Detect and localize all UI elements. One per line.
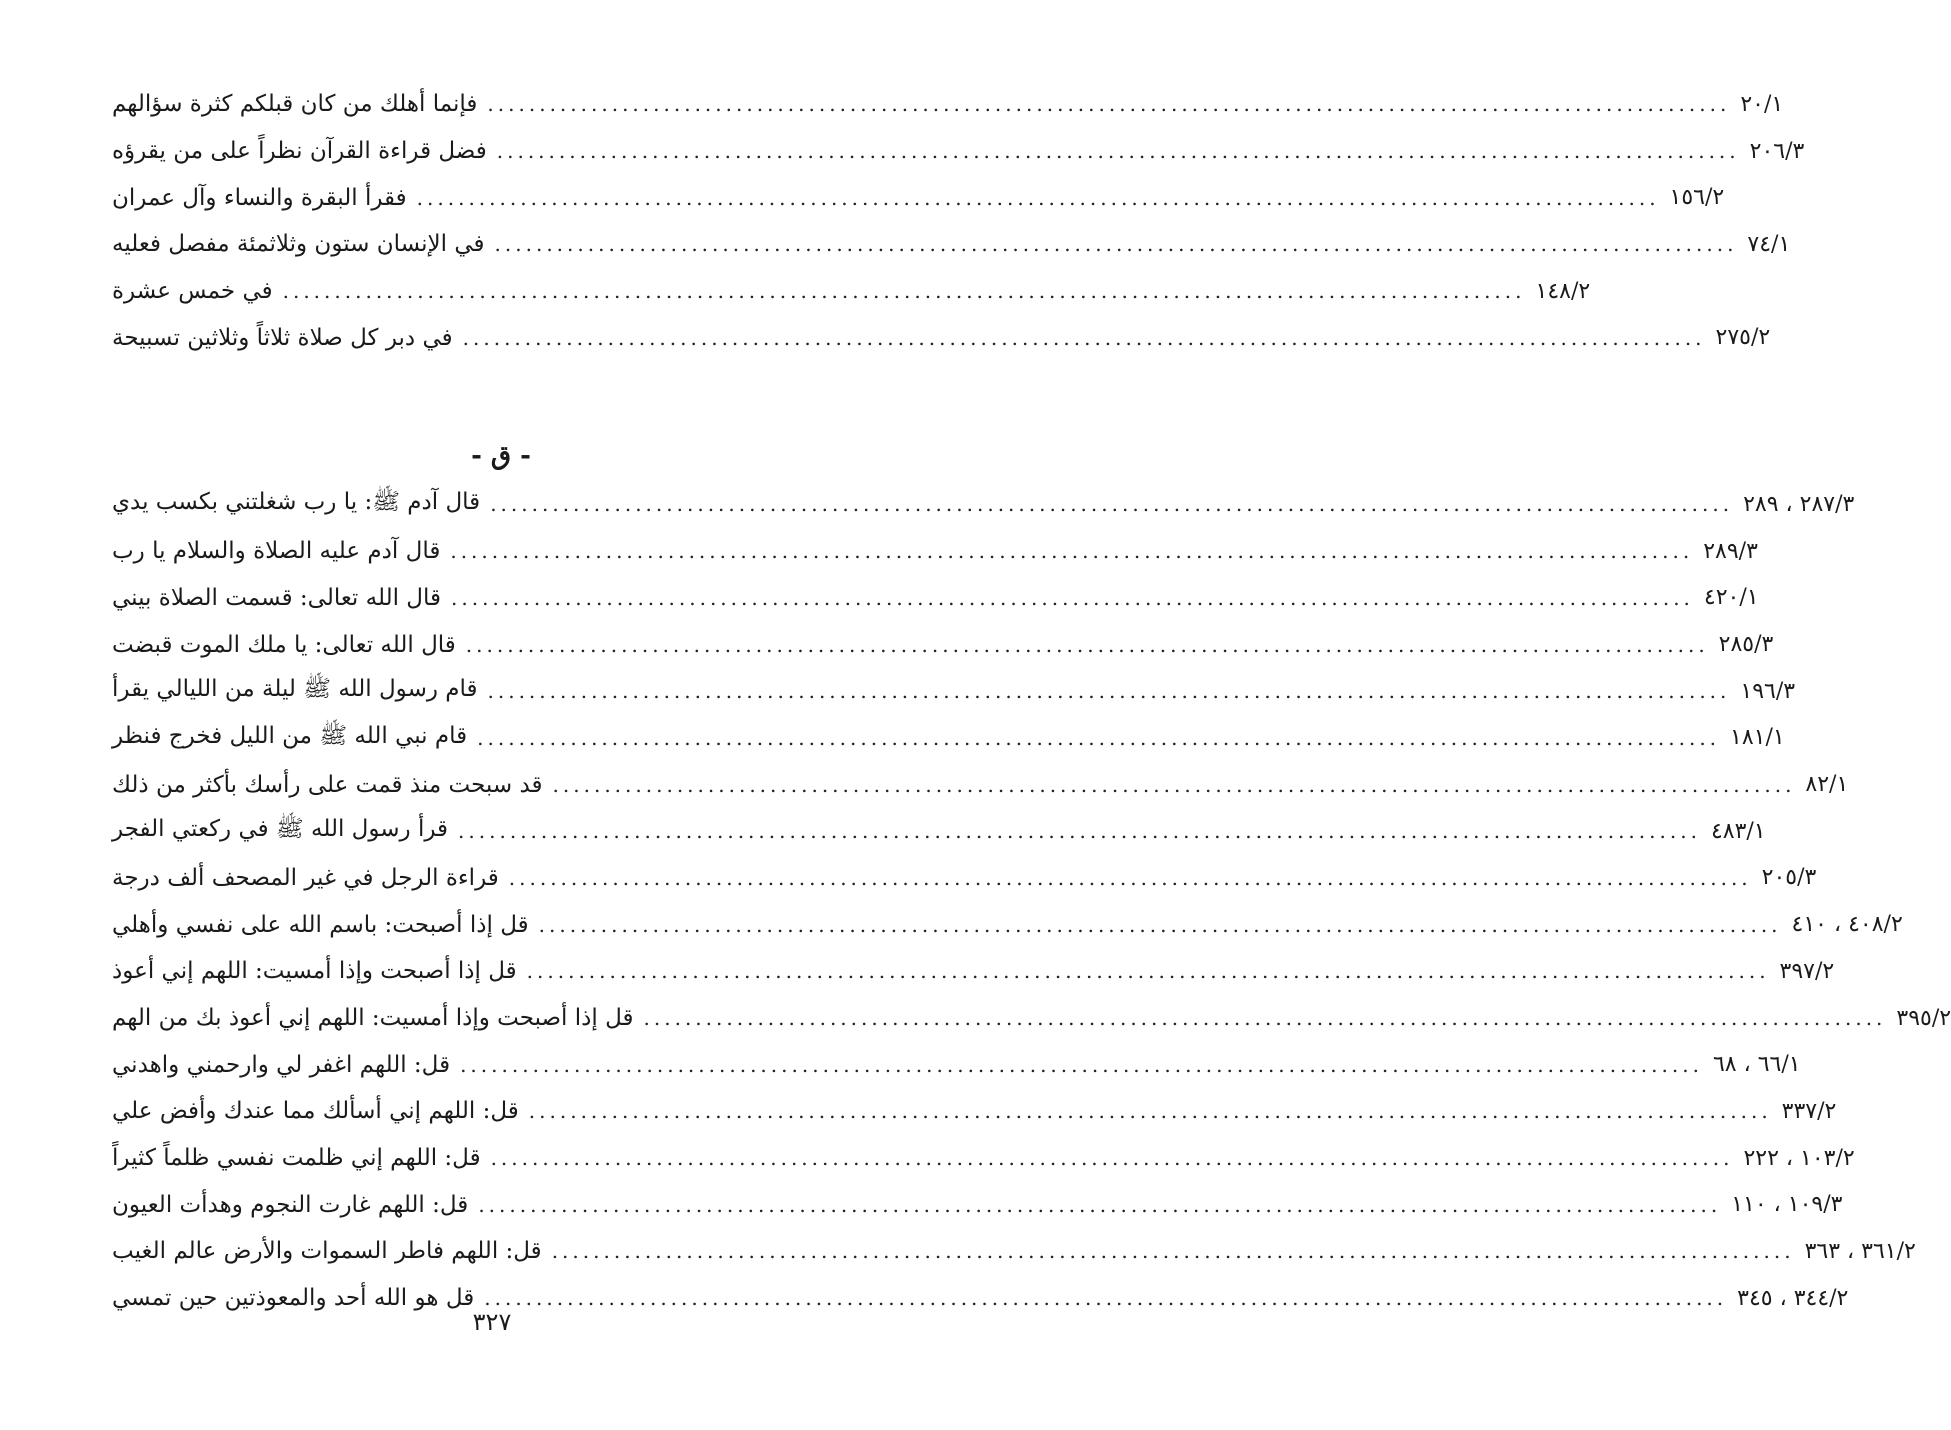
index-entry <box>112 268 1591 315</box>
index-entry <box>112 481 1855 528</box>
leader-dots: ........................................................................................................................ <box>465 632 1709 657</box>
leader-dots: ........................................................................................................................ <box>538 912 1782 937</box>
index-entry <box>112 855 1817 902</box>
entry-reference: ٢٨٧/٣ ، ٢٨٩ <box>1743 491 1855 517</box>
entry-title: فقرأ البقرة والنساء وآل عمران <box>112 184 407 211</box>
index-entry <box>112 1181 1843 1228</box>
index-entry <box>112 948 1835 995</box>
entry-title: قل إذا أصبحت وإذا أمسيت: اللهم إني أعوذ بك من الهم <box>112 1005 634 1032</box>
index-entry <box>112 575 1759 622</box>
leader-dots: ........................................................................................................................ <box>478 1192 1722 1217</box>
leader-dots: ........................................................................................................................ <box>416 185 1660 210</box>
index-entry <box>112 761 1849 808</box>
entry-title: قل: اللهم إني ظلمت نفسي ظلماً كثيراً <box>112 1145 481 1172</box>
entry-reference: ٣٩٥/٢ <box>1896 1005 1951 1031</box>
leader-dots: ........................................................................................................................ <box>282 279 1526 304</box>
entry-title: قرأ رسول الله ﷺ في ركعتي الفجر <box>112 816 449 843</box>
section-fa-entries <box>112 81 1805 361</box>
entry-title: قال آدم ﷺ: يا رب شغلتني بكسب يدي <box>112 489 481 516</box>
entry-title: قال آدم عليه الصلاة والسلام يا رب <box>112 538 441 565</box>
leader-dots: ........................................................................................................................ <box>487 92 1731 117</box>
entry-reference: ٢٧٥/٢ <box>1715 325 1771 351</box>
entry-title: قل إذا أصبحت: باسم الله على نفسي وأهلي <box>112 911 529 938</box>
entry-title: قل: اللهم إني أسألك مما عندك وأفض علي <box>112 1098 519 1125</box>
entry-reference: ٨٢/١ <box>1805 772 1849 798</box>
index-entry <box>112 174 1725 221</box>
entry-reference: ١٥٦/٢ <box>1669 185 1725 211</box>
entry-title: قال الله تعالى: يا ملك الموت قبضت <box>112 631 456 658</box>
page-number: ٣٢٧ <box>472 1308 512 1336</box>
entry-reference: ٣٩٧/٢ <box>1779 958 1835 984</box>
entry-title: قراءة الرجل في غير المصحف ألف درجة <box>112 864 499 891</box>
leader-dots: ........................................................................................................................ <box>526 959 1770 984</box>
leader-dots: ........................................................................................................................ <box>552 772 1796 797</box>
index-entry <box>112 668 1796 715</box>
entry-reference: ١٠٩/٣ ، ١١٠ <box>1731 1192 1843 1218</box>
entry-title: قل هو الله أحد والمعوذتين حين تمسي <box>112 1285 475 1312</box>
entry-reference: ٢٠/١ <box>1740 91 1784 117</box>
entry-reference: ٢٠٦/٣ <box>1749 138 1805 164</box>
leader-dots: ........................................................................................................................ <box>477 725 1721 750</box>
entry-reference: ٣٤٤/٢ ، ٣٤٥ <box>1737 1285 1849 1311</box>
leader-dots: ........................................................................................................................ <box>460 1052 1703 1077</box>
leader-dots: ........................................................................................................................ <box>496 139 1740 164</box>
index-entry <box>112 621 1774 668</box>
entry-reference: ٢٠٥/٣ <box>1761 865 1817 891</box>
entry-title: في خمس عشرة <box>112 278 273 305</box>
entry-title: قام رسول الله ﷺ ليلة من الليالي يقرأ <box>112 676 478 703</box>
entry-reference: ١٤٨/٢ <box>1535 278 1591 304</box>
leader-dots: ........................................................................................................................ <box>528 1099 1772 1124</box>
index-entry <box>112 808 1766 855</box>
index-entry <box>112 1088 1837 1135</box>
leader-dots: ........................................................................................................................ <box>450 539 1694 564</box>
entry-reference: ٤٨٣/١ <box>1710 818 1766 844</box>
leader-dots: ........................................................................................................................ <box>508 865 1752 890</box>
entry-title: قد سبحت منذ قمت على رأسك بأكثر من ذلك <box>112 771 543 798</box>
index-list <box>112 81 1951 1322</box>
entry-reference: ٦٦/١ ، ٦٨ <box>1712 1052 1801 1078</box>
index-entry <box>112 1135 1855 1182</box>
leader-dots: ........................................................................................................................ <box>551 1239 1795 1264</box>
leader-dots: ........................................................................................................................ <box>490 1146 1734 1171</box>
index-entry <box>112 314 1771 361</box>
leader-dots: ........................................................................................................................ <box>458 819 1701 844</box>
entry-reference: ١٩٦/٣ <box>1740 678 1796 704</box>
entry-title: قل: اللهم غارت النجوم وهدأت العيون <box>112 1191 469 1218</box>
entry-title: في دبر كل صلاة ثلاثاً وثلاثين تسبيحة <box>112 324 453 351</box>
entry-reference: ٣٣٧/٢ <box>1781 1098 1837 1124</box>
index-entry <box>112 221 1791 268</box>
index-entry <box>112 528 1758 575</box>
index-entry <box>112 995 1951 1042</box>
entry-title: قل: اللهم فاطر السموات والأرض عالم الغيب <box>112 1238 542 1265</box>
index-entry <box>112 901 1903 948</box>
entry-title: قل: اللهم اغفر لي وارحمني واهدني <box>112 1051 451 1078</box>
leader-dots: ........................................................................................................................ <box>490 492 1734 517</box>
leader-dots: ........................................................................................................................ <box>487 679 1731 704</box>
entry-reference: ٣٦١/٢ ، ٣٦٣ <box>1804 1238 1916 1264</box>
index-entry <box>112 128 1805 175</box>
entry-title: قل إذا أصبحت وإذا أمسيت: اللهم إني أعوذ <box>112 958 517 985</box>
entry-reference: ١٨١/١ <box>1730 725 1785 751</box>
entry-title: في الإنسان ستون وثلاثمئة مفصل فعليه <box>112 231 485 258</box>
leader-dots: ........................................................................................................................ <box>451 585 1694 610</box>
index-entry <box>112 1228 1916 1275</box>
entry-reference: ٢٨٩/٣ <box>1703 538 1758 564</box>
entry-title: قام نبي الله ﷺ من الليل فخرج فنظر <box>112 722 468 749</box>
entry-reference: ٤٢٠/١ <box>1703 585 1759 611</box>
entry-title: فإنما أهلك من كان قبلكم كثرة سؤالهم <box>112 91 478 118</box>
entry-reference: ٤٠٨/٢ ، ٤١٠ <box>1791 912 1903 938</box>
index-entry <box>112 1041 1801 1088</box>
entry-title: قال الله تعالى: قسمت الصلاة بيني <box>112 584 442 611</box>
index-entry <box>112 81 1784 128</box>
section-heading: - ق - <box>471 441 531 472</box>
entry-reference: ١٠٣/٢ ، ٢٢٢ <box>1743 1145 1855 1171</box>
entry-title: فضل قراءة القرآن نظراً على من يقرؤه <box>112 138 487 165</box>
leader-dots: ........................................................................................................................ <box>643 1006 1887 1031</box>
entry-reference: ٧٤/١ <box>1747 231 1791 257</box>
index-entry <box>112 715 1785 762</box>
leader-dots: ........................................................................................................................ <box>494 232 1738 257</box>
leader-dots: ........................................................................................................................ <box>462 325 1706 350</box>
leader-dots: ........................................................................................................................ <box>484 1286 1728 1311</box>
section-qaf-entries <box>112 481 1951 1321</box>
entry-reference: ٢٨٥/٣ <box>1718 632 1774 658</box>
section-gap <box>112 361 890 431</box>
